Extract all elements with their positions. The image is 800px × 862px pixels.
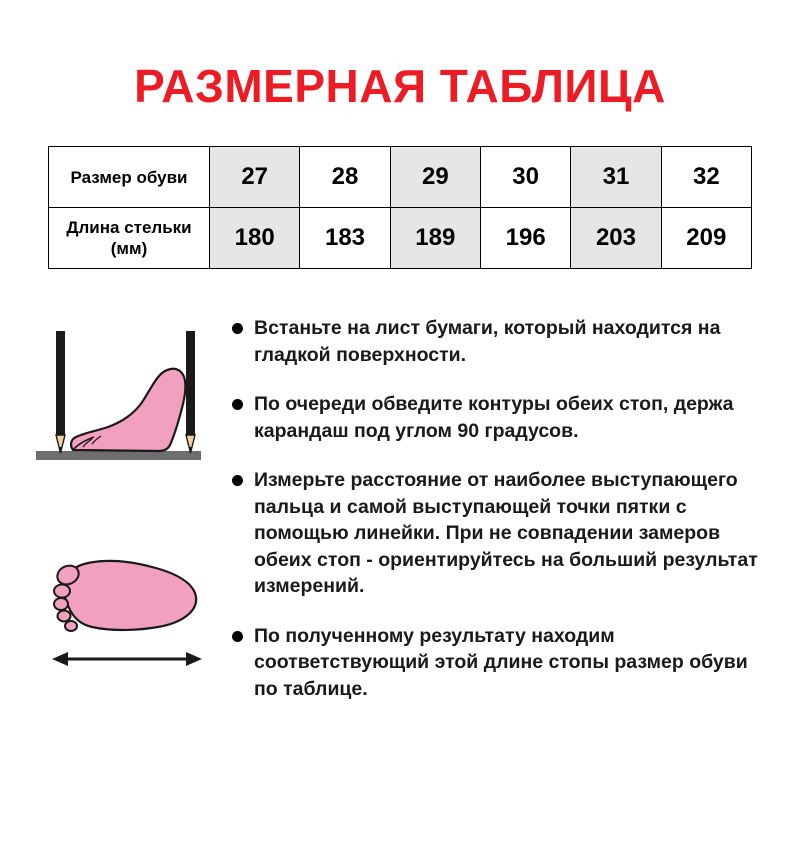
bullet-icon — [232, 323, 243, 334]
table-cell: 180 — [210, 208, 300, 269]
lower-section — [0, 315, 800, 725]
foot-side-view-figure — [26, 319, 222, 479]
bullet-icon — [232, 475, 243, 486]
bullet-icon — [232, 399, 243, 410]
list-item — [232, 391, 774, 444]
table-cell: 28 — [300, 147, 390, 208]
table-cell: 32 — [661, 147, 751, 208]
table-cell: 189 — [390, 208, 480, 269]
instruction-text: Встаньте на лист бумаги, который находится на гладкой поверхности. — [254, 317, 721, 366]
bullet-icon — [232, 631, 243, 642]
table-cell: 183 — [300, 208, 390, 269]
instruction-text: По очереди обведите контуры обеих стоп, держа карандаш под углом 90 градусов. — [254, 393, 734, 442]
table-cell: 196 — [480, 208, 570, 269]
table-cell: 29 — [390, 147, 480, 208]
table-cell: 203 — [571, 208, 661, 269]
table-cell: 30 — [480, 147, 570, 208]
table-row — [49, 147, 752, 208]
list-item — [232, 315, 774, 368]
instruction-text: По полученному результату находим соответствующий этой длине стопы размер обуви по таблице. — [254, 624, 748, 700]
size-table — [48, 146, 752, 269]
table-cell: 27 — [210, 147, 300, 208]
row-header-shoe-size: Размер обуви — [49, 147, 210, 208]
table-row — [49, 208, 752, 269]
foot-top-view-icon — [26, 531, 222, 681]
instructions-list — [222, 315, 774, 725]
instruction-text: Измерьте расстояние от наиболее выступающего пальца и самой выступающей точки пятки с помощью линейки. При не совпадении замеров обеих стоп - ориентируйтесь на больший результат измерений. — [254, 469, 758, 598]
foot-top-view-figure — [26, 531, 222, 681]
page-title: РАЗМЕРНАЯ ТАБЛИЦА — [134, 60, 666, 112]
table-cell: 31 — [571, 147, 661, 208]
table-cell: 209 — [661, 208, 751, 269]
figures-column — [26, 315, 222, 725]
list-item — [232, 623, 774, 703]
size-table-container — [48, 146, 752, 269]
row-header-insole-length: Длина стельки (мм) — [49, 208, 210, 269]
list-item — [232, 467, 774, 600]
foot-side-view-icon — [26, 319, 222, 479]
